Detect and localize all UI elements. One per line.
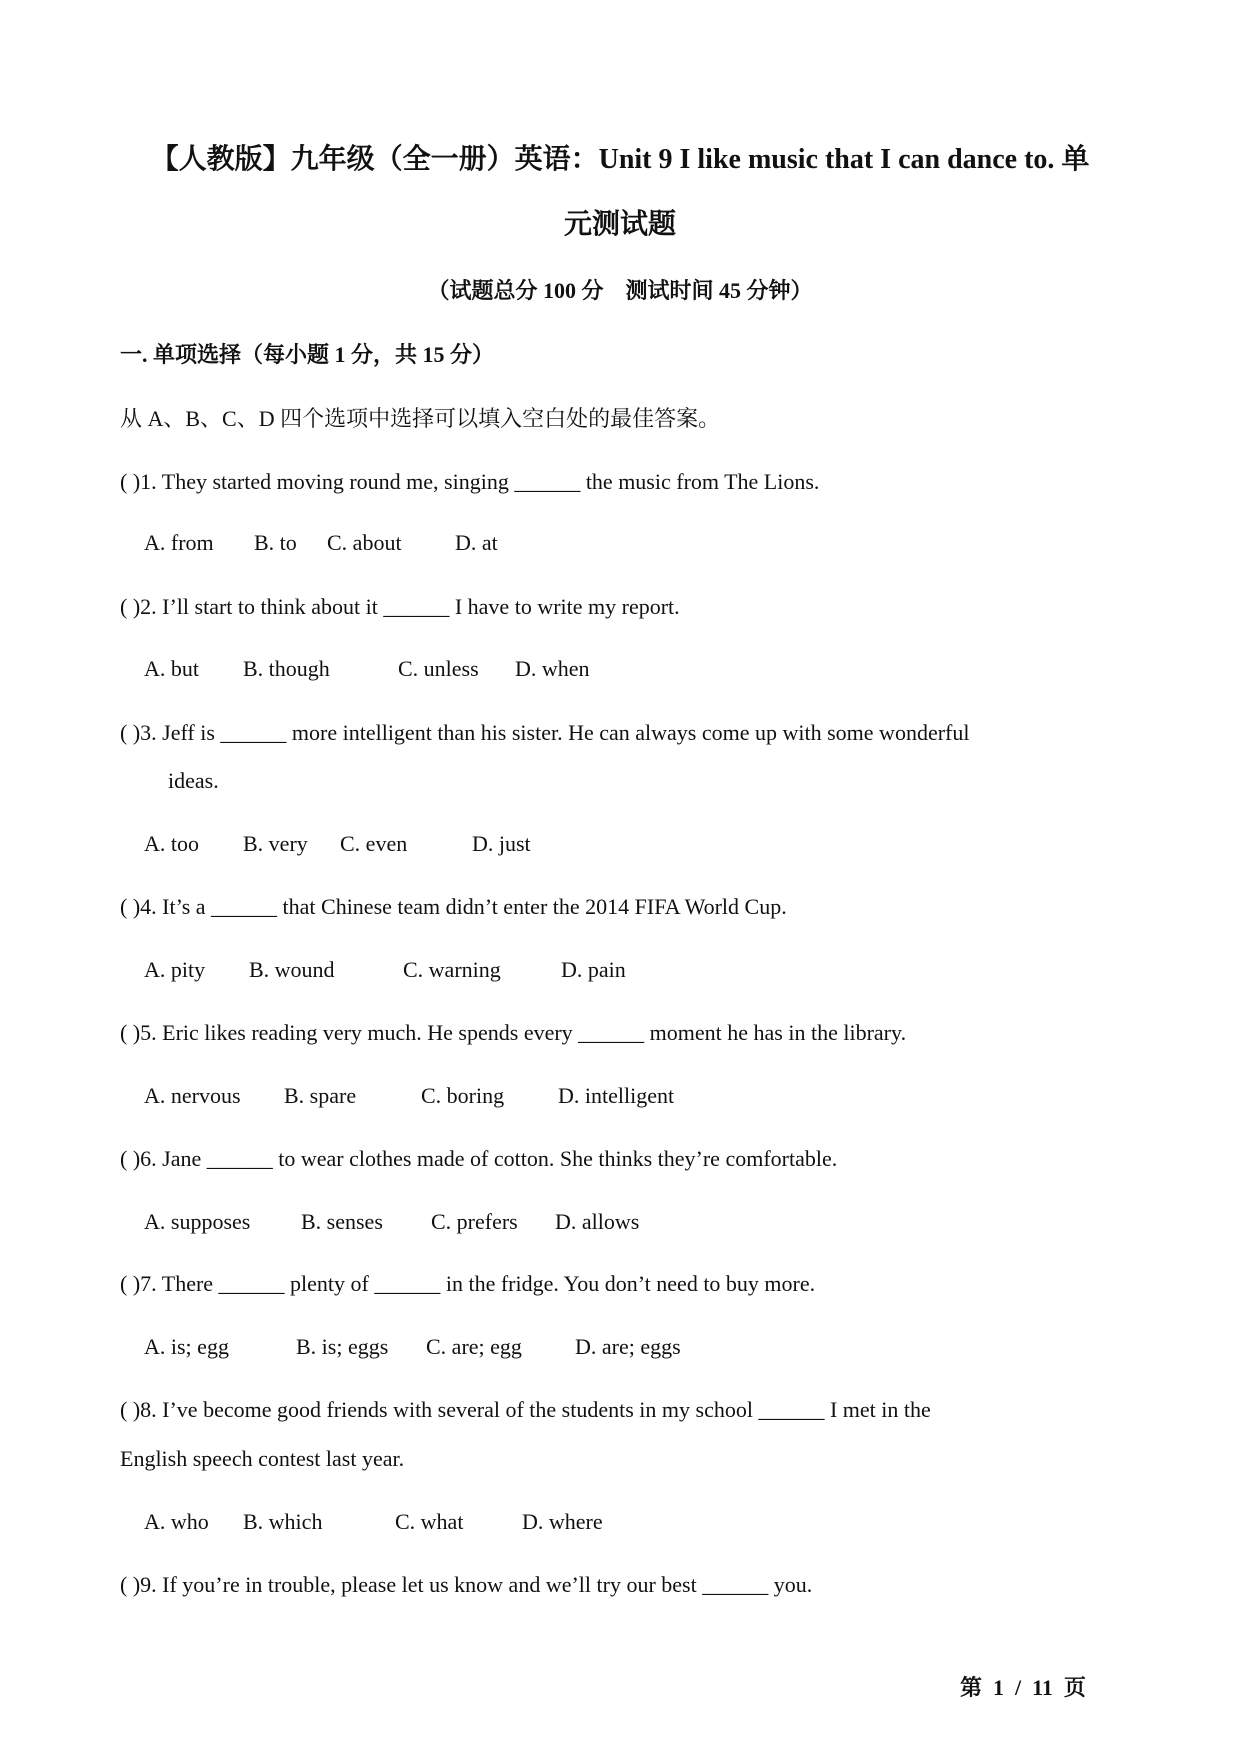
option-d: D. intelligent: [558, 1083, 675, 1108]
option-d: D. allows: [555, 1209, 640, 1234]
option-b: B. senses: [301, 1209, 383, 1234]
option-a: A. pity: [144, 957, 206, 982]
question-4-stem: ( )4. It’s a ______ that Chinese team didn’t enter the 2014 FIFA World Cup.: [120, 894, 787, 919]
option-b: B. spare: [284, 1083, 357, 1108]
option-b: B. though: [243, 656, 330, 681]
option-c: C. prefers: [431, 1209, 518, 1234]
question-6-stem: ( )6. Jane ______ to wear clothes made of cotton. She thinks they’re comfortable.: [120, 1146, 838, 1171]
question-7-stem: ( )7. There ______ plenty of ______ in the fridge. You don’t need to buy more.: [120, 1271, 816, 1296]
question-8-stem: ( )8. I’ve become good friends with several of the students in my school ______ I met in the: [120, 1397, 931, 1422]
option-c: C. about: [327, 530, 402, 555]
section-instruction: 从 A、B、C、D 四个选项中选择可以填入空白处的最佳答案。: [120, 406, 721, 431]
question-3-stem-continuation: ideas.: [168, 768, 219, 793]
option-d: D. where: [522, 1509, 603, 1534]
option-a: A. nervous: [144, 1083, 241, 1108]
question-5-stem: ( )5. Eric likes reading very much. He spends every ______ moment he has in the library.: [120, 1020, 907, 1045]
option-b: B. is; eggs: [296, 1334, 389, 1359]
question-8-stem-continuation: English speech contest last year.: [120, 1446, 405, 1471]
option-b: B. wound: [249, 957, 335, 982]
question-1-stem: ( )1. They started moving round me, singing ______ the music from The Lions.: [120, 469, 820, 494]
question-3-stem: ( )3. Jeff is ______ more intelligent than his sister. He can always come up with some wonderful: [120, 720, 970, 745]
option-a: A. is; egg: [144, 1334, 229, 1359]
exam-info-subtitle: （试题总分 100 分 测试时间 45 分钟）: [427, 278, 813, 303]
option-a: A. from: [144, 530, 214, 555]
option-d: D. pain: [561, 957, 626, 982]
document-title-line-2: 元测试题: [563, 209, 676, 240]
option-d: D. when: [515, 656, 590, 681]
option-b: B. very: [243, 831, 308, 856]
section-heading: 一. 单项选择（每小题 1 分，共 15 分）: [120, 342, 495, 367]
page-number-footer: 第 1 / 11 页: [960, 1675, 1086, 1700]
option-b: B. to: [254, 530, 297, 555]
option-d: D. are; eggs: [575, 1334, 681, 1359]
option-c: C. unless: [398, 656, 479, 681]
option-c: C. warning: [403, 957, 501, 982]
option-a: A. supposes: [144, 1209, 251, 1234]
option-d: D. at: [455, 530, 498, 555]
option-d: D. just: [472, 831, 531, 856]
option-a: A. but: [144, 656, 199, 681]
option-c: C. what: [395, 1509, 464, 1534]
option-c: C. even: [340, 831, 408, 856]
option-c: C. are; egg: [426, 1334, 522, 1359]
option-c: C. boring: [421, 1083, 505, 1108]
question-9-stem: ( )9. If you’re in trouble, please let us know and we’ll try our best ______ you.: [120, 1572, 813, 1597]
document-title-line-1: 【人教版】九年级（全一册）英语：Unit 9 I like music that I can dance to. 单: [150, 144, 1090, 175]
option-a: A. too: [144, 831, 199, 856]
option-a: A. who: [144, 1509, 209, 1534]
option-b: B. which: [243, 1509, 323, 1534]
question-2-stem: ( )2. I’ll start to think about it ______ I have to write my report.: [120, 594, 680, 619]
